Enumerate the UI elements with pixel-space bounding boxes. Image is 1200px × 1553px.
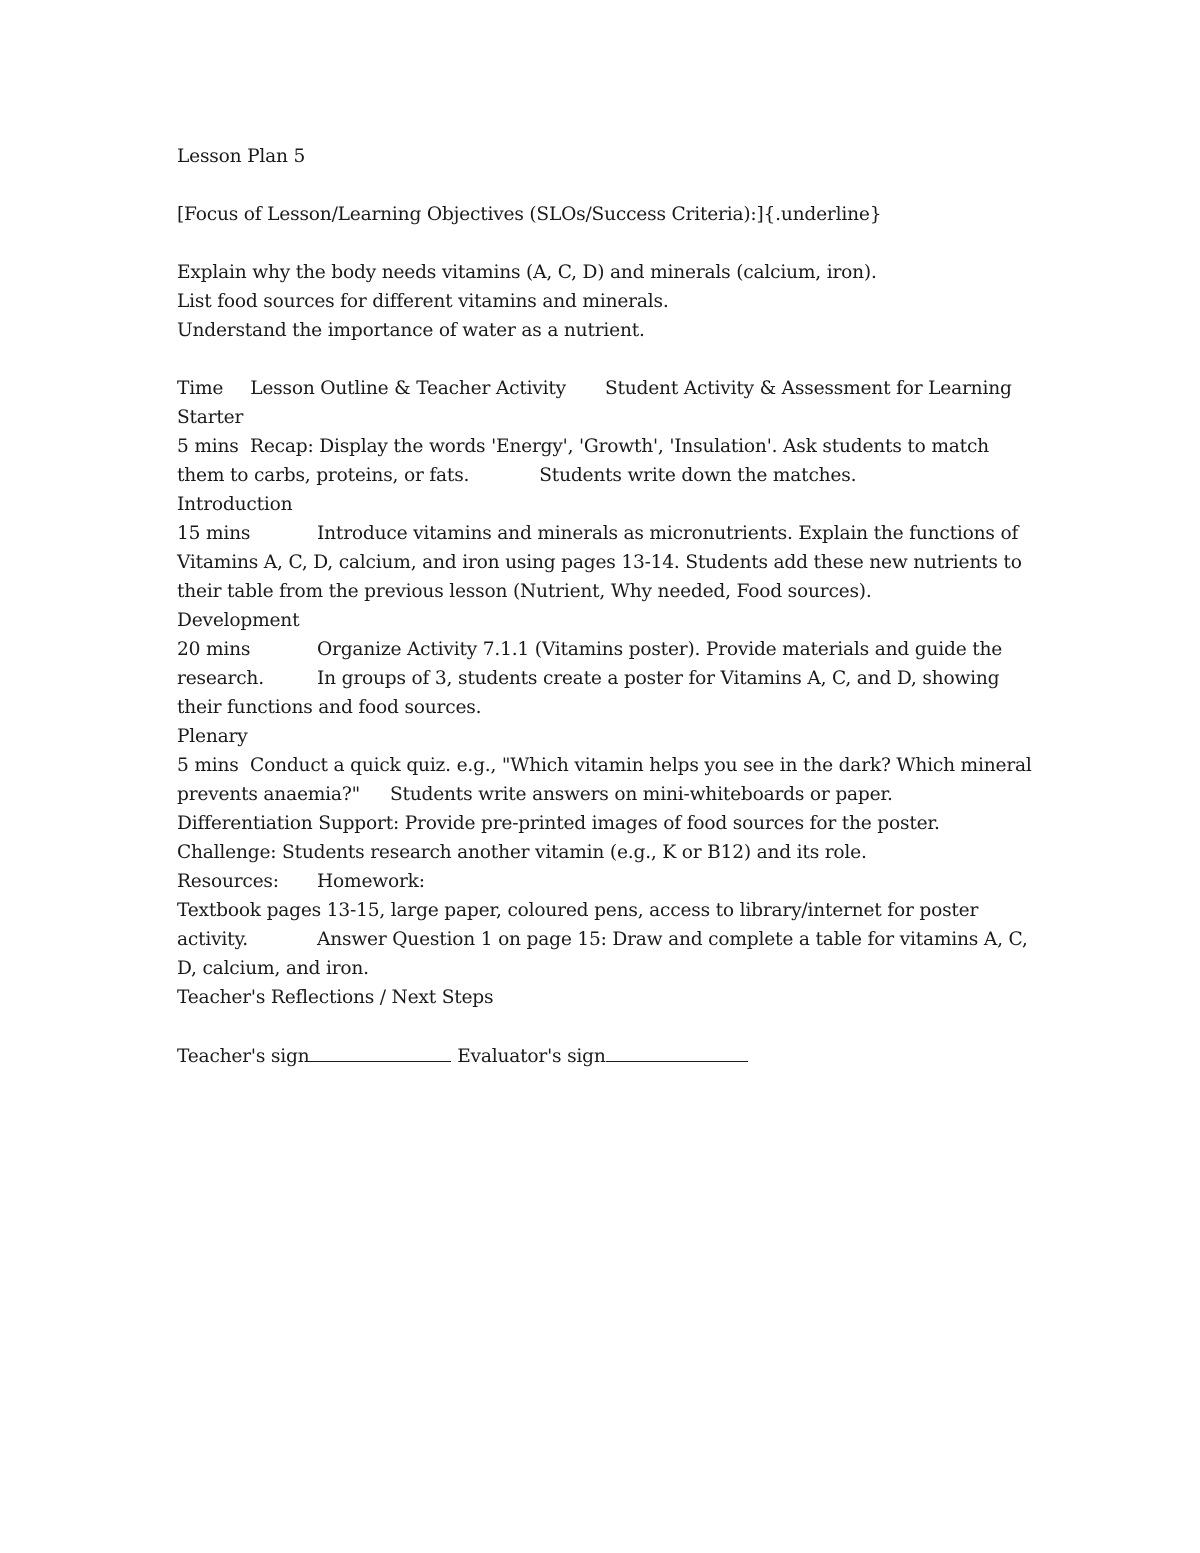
- introduction-line-1: [177, 519, 1027, 548]
- teacher-sign-line: [309, 1041, 451, 1062]
- development-student-text: In groups of 3, students create a poster for Vitamins A, C, and D, showing: [317, 668, 1000, 689]
- starter-student-text: Students write down the matches.: [539, 465, 857, 486]
- resources-label: Resources:: [177, 871, 279, 892]
- development-teacher-text: research.: [177, 668, 264, 689]
- resources-line-1: Textbook pages 13-15, large paper, coloured pens, access to library/internet for poster: [177, 900, 979, 921]
- objective-2: List food sources for different vitamins and minerals.: [177, 291, 669, 312]
- table-header-row: [177, 374, 1027, 403]
- introduction-line-2: Vitamins A, C, D, calcium, and iron using pages 13-14. Students add these new nutrients to: [177, 552, 1022, 573]
- development-line-1: [177, 635, 1027, 664]
- introduction-line-3: their table from the previous lesson (Nutrient, Why needed, Food sources).: [177, 581, 872, 602]
- focus-heading: [Focus of Lesson/Learning Objectives (SLOs/Success Criteria):]{.underline}: [177, 204, 882, 225]
- document-title: Lesson Plan 5: [177, 146, 306, 167]
- spacer: [177, 171, 1027, 200]
- homework-text: Answer Question 1 on page 15: Draw and complete a table for vitamins A, C,: [317, 929, 1028, 950]
- plenary-line-2: [177, 780, 1027, 809]
- teacher-sign-label: Teacher's sign: [177, 1046, 310, 1067]
- objective-3: Understand the importance of water as a nutrient.: [177, 320, 645, 341]
- introduction-heading: Introduction: [177, 494, 293, 515]
- differentiation-support: Differentiation Support: Provide pre-printed images of food sources for the poster.: [177, 813, 940, 834]
- starter-heading: Starter: [177, 407, 244, 428]
- plenary-line-1: 5 mins Conduct a quick quiz. e.g., "Which vitamin helps you see in the dark? Which mineral: [177, 755, 1032, 776]
- evaluator-sign-line: [606, 1041, 748, 1062]
- spacer: [177, 345, 1027, 374]
- header-time: Time: [177, 378, 224, 399]
- challenge-text: Challenge: Students research another vitamin (e.g., K or B12) and its role.: [177, 842, 867, 863]
- introduction-text-1: Introduce vitamins and minerals as micronutrients. Explain the functions of: [317, 523, 1019, 544]
- header-student: Student Activity & Assessment for Learning: [604, 378, 1012, 399]
- spacer: [177, 229, 1027, 258]
- development-text-1: Organize Activity 7.1.1 (Vitamins poster). Provide materials and guide the: [317, 639, 1003, 660]
- introduction-time: 15 mins: [177, 523, 251, 544]
- resources-line-2: [177, 925, 1027, 954]
- plenary-heading: Plenary: [177, 726, 248, 747]
- header-outline: Lesson Outline & Teacher Activity: [250, 378, 566, 399]
- objective-1: Explain why the body needs vitamins (A, C, D) and minerals (calcium, iron).: [177, 262, 877, 283]
- development-time: 20 mins: [177, 639, 251, 660]
- spacer: [177, 1012, 1027, 1041]
- development-line-2: [177, 664, 1027, 693]
- starter-teacher-text: them to carbs, proteins, or fats.: [177, 465, 470, 486]
- plenary-teacher-text: prevents anaemia?": [177, 784, 360, 805]
- evaluator-sign-label: Evaluator's sign: [457, 1046, 606, 1067]
- development-heading: Development: [177, 610, 300, 631]
- signature-row: [177, 1041, 1027, 1070]
- starter-line-1: 5 mins Recap: Display the words 'Energy', 'Growth', 'Insulation'. Ask students to match: [177, 436, 989, 457]
- resources-text-end: activity.: [177, 929, 248, 950]
- document-page: [177, 142, 1032, 1070]
- plenary-student-text: Students write answers on mini-whiteboards or paper.: [389, 784, 893, 805]
- homework-line-3: D, calcium, and iron.: [177, 958, 369, 979]
- teacher-reflections: Teacher's Reflections / Next Steps: [177, 987, 494, 1008]
- starter-line-2: [177, 461, 1027, 490]
- development-line-3: their functions and food sources.: [177, 697, 482, 718]
- homework-label: Homework:: [317, 871, 425, 892]
- resources-homework-labels: [177, 867, 1027, 896]
